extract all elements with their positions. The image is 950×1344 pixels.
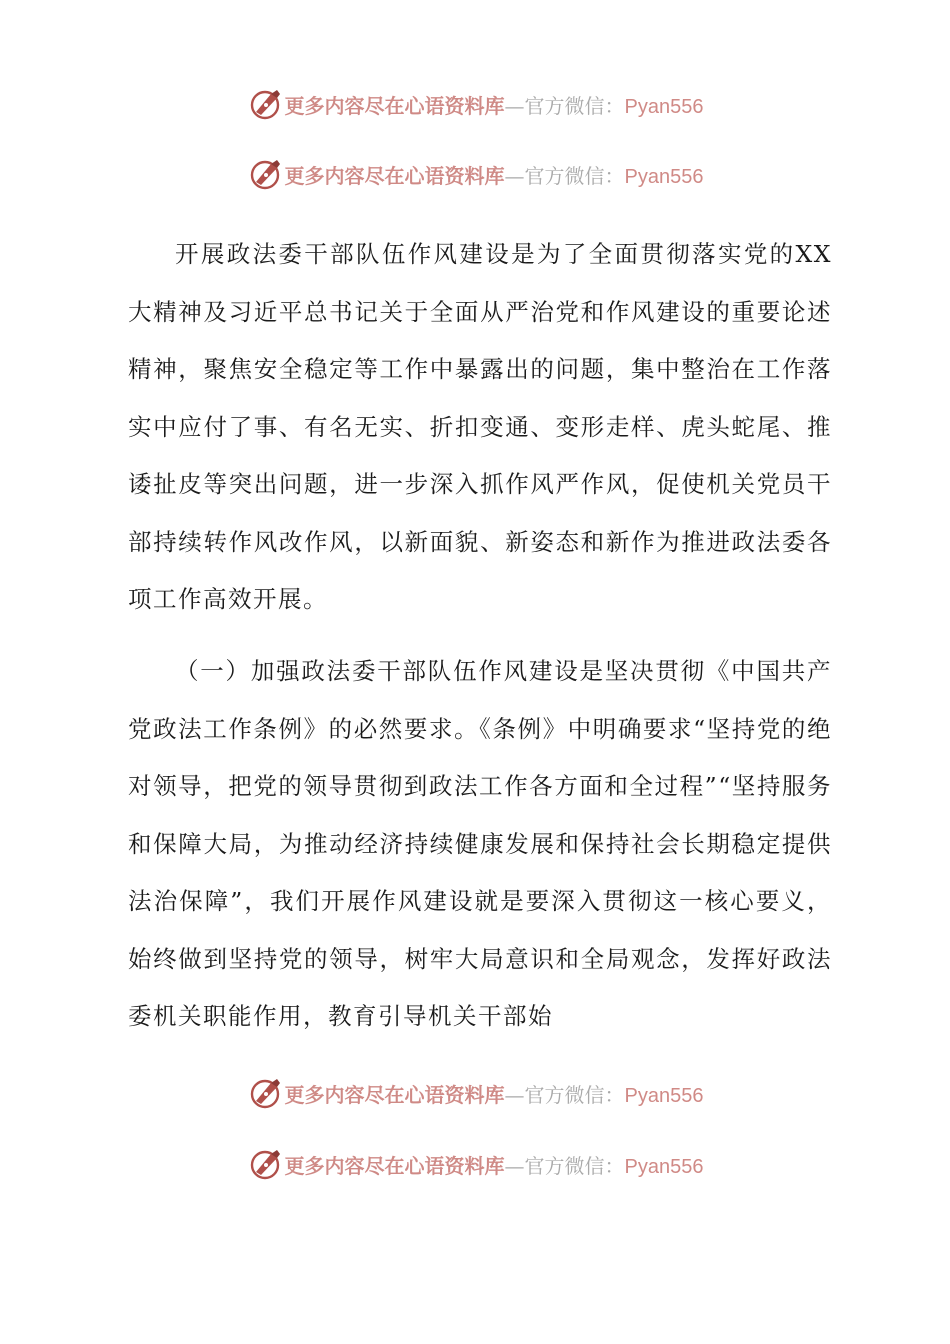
- pen-nib-icon: [247, 1146, 283, 1182]
- watermark-banner: [0, 1142, 950, 1186]
- watermark-banner: [0, 152, 950, 196]
- document-body: [128, 226, 832, 629]
- pen-nib-icon: [247, 86, 283, 122]
- paragraph: （一）加强政法委干部队伍作风建设是坚决贯彻《中国共产党政法工作条例》的必然要求。《条例》中明确要求“坚持党的绝对领导，把党的领导贯彻到政法工作各方面和全过程”“坚持服务和保障大局，为推动经济持续健康发展和保持社会长期稳定提供法治保障”，我们开展作风建设就是要深入贯彻这一核心要义，始终做到坚持党的领导，树牢大局意识和全局观念，发挥好政法委机关职能作用，教育引导机关干部始: [128, 657, 832, 1030]
- pen-nib-icon: [247, 156, 283, 192]
- watermark-text: 更多内容尽在心语资料库—官方微信：Pyan556: [284, 1082, 704, 1107]
- watermark-banner: [0, 1071, 950, 1115]
- watermark-text: 更多内容尽在心语资料库—官方微信：Pyan556: [284, 163, 704, 188]
- document-body-section: [128, 643, 832, 1046]
- pen-nib-icon: [247, 1075, 283, 1111]
- watermark-banner: [0, 82, 950, 126]
- watermark-text: 更多内容尽在心语资料库—官方微信：Pyan556: [284, 1153, 704, 1178]
- paragraph: 开展政法委干部队伍作风建设是为了全面贯彻落实党的XX大精神及习近平总书记关于全面从严治党和作风建设的重要论述精神，聚焦安全稳定等工作中暴露出的问题，集中整治在工作落实中应付了事、有名无实、折扣变通、变形走样、虎头蛇尾、推诿扯皮等突出问题，进一步深入抓作风严作风，促使机关党员干部持续转作风改作风，以新面貌、新姿态和新作为推进政法委各项工作高效开展。: [128, 240, 832, 613]
- watermark-text: 更多内容尽在心语资料库—官方微信：Pyan556: [284, 93, 704, 118]
